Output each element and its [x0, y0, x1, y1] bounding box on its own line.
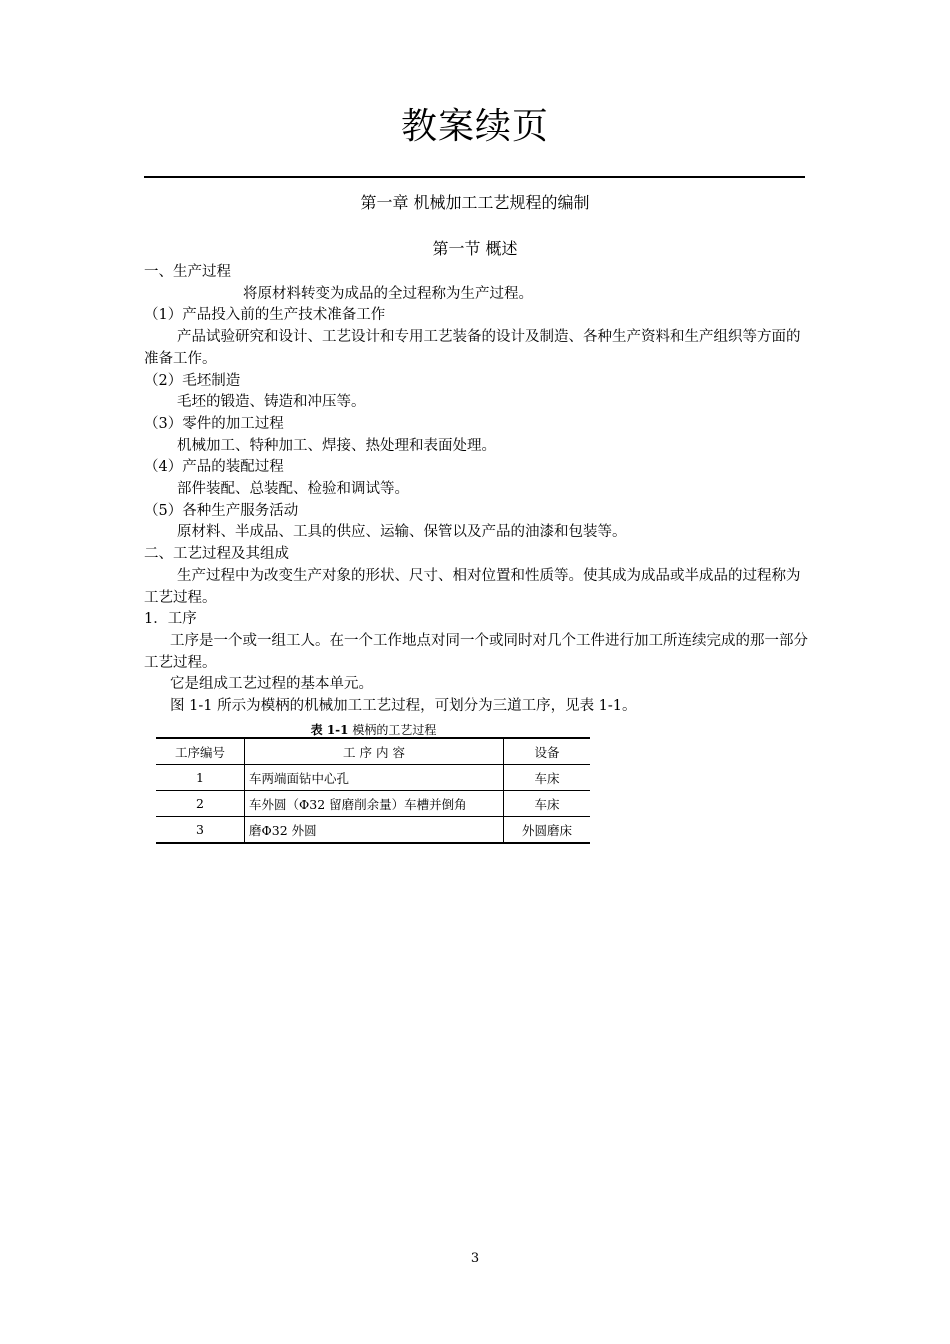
- process-table: [156, 737, 590, 844]
- subheading: 1．工序: [144, 611, 197, 628]
- table-cell: 1: [156, 765, 245, 791]
- page-number: 3: [470, 1251, 480, 1266]
- table-cell: 车床: [504, 791, 591, 817]
- paragraph: 将原材料转变为成品的全过程称为生产过程。: [243, 285, 533, 302]
- paragraph: 图 1-1 所示为模柄的机械加工工艺过程，可划分为三道工序，见表 1-1。: [170, 698, 637, 715]
- table-row: [156, 817, 590, 844]
- paragraph: 产品试验研究和设计、工艺设计和专用工艺装备的设计及制造、各种生产资料和生产组织等方面的准备工作。: [144, 329, 801, 367]
- paragraph: 机械加工、特种加工、焊接、热处理和表面处理。: [177, 437, 496, 454]
- subheading: （2）毛坯制造: [144, 372, 241, 389]
- table-cell: 2: [156, 791, 245, 817]
- heading-production-process: 一、生产过程: [144, 264, 231, 280]
- paragraph: 部件装配、总装配、检验和调试等。: [177, 481, 409, 498]
- paragraph: 毛坯的锻造、铸造和冲压等。: [177, 394, 366, 411]
- table-caption-label: 表 1-1: [310, 723, 349, 737]
- column-header: 工 序 内 容: [245, 738, 504, 765]
- column-header: 设备: [504, 738, 591, 765]
- table-cell: 车床: [504, 765, 591, 791]
- paragraph: 它是组成工艺过程的基本单元。: [170, 676, 373, 693]
- section-heading: 第一节 概述: [432, 239, 518, 258]
- table-cell: 3: [156, 817, 245, 844]
- subheading: （4）产品的装配过程: [144, 459, 284, 476]
- column-header: 工序编号: [156, 738, 245, 765]
- heading-process-composition: 二、工艺过程及其组成: [144, 546, 289, 563]
- body-text: [144, 262, 808, 718]
- table-row: [156, 765, 590, 791]
- table-row: [156, 791, 590, 817]
- chapter-heading: 第一章 机械加工工艺规程的编制: [360, 193, 590, 212]
- table-cell: 车两端面钻中心孔: [245, 765, 504, 791]
- table-header-row: [156, 738, 590, 765]
- table-cell: 车外圆（Φ32 留磨削余量）车槽并倒角: [245, 791, 504, 817]
- table-caption-text: 模柄的工艺过程: [352, 723, 437, 737]
- table-cell: 外圆磨床: [504, 817, 591, 844]
- table-cell: 磨Φ32 外圆: [245, 817, 504, 844]
- paragraph-text: 工序是一个或一组工人。在一个工作地点对同一个或同时对几个工件进行加工所连续完成的那一部分工艺过程。: [144, 632, 808, 671]
- paragraph: [144, 631, 808, 674]
- subheading: （1）产品投入前的生产技术准备工作: [144, 307, 386, 324]
- paragraph: 原材料、半成品、工具的供应、运输、保管以及产品的油漆和包装等。: [177, 524, 627, 541]
- subheading: （3）零件的加工过程: [144, 415, 284, 432]
- table-caption: [157, 721, 590, 738]
- header-divider: [144, 176, 805, 178]
- page-title: 教案续页: [400, 106, 549, 147]
- paragraph: 生产过程中为改变生产对象的形状、尺寸、相对位置和性质等。使其成为成品或半成品的过程称为工艺过程。: [144, 567, 801, 606]
- subheading: （5）各种生产服务活动: [144, 502, 299, 519]
